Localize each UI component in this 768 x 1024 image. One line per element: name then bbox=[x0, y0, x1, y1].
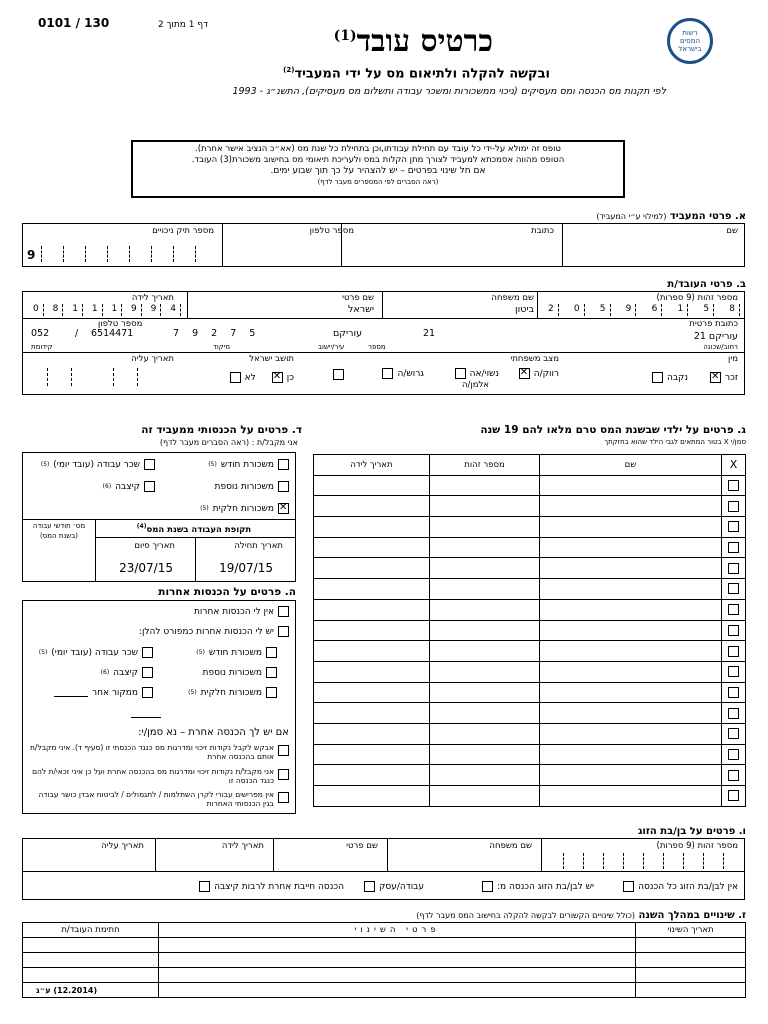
subtitle-note: (2) bbox=[283, 66, 295, 74]
kid-x-cell[interactable] bbox=[722, 496, 746, 517]
page-subtitle bbox=[283, 66, 550, 81]
kid-x-cell[interactable] bbox=[722, 641, 746, 662]
street-value[interactable]: עוריקם 21 bbox=[693, 331, 738, 342]
change-details-cell[interactable] bbox=[159, 938, 636, 953]
employee-details-box bbox=[22, 291, 745, 395]
kid-birth-cell[interactable] bbox=[314, 786, 430, 807]
kid-x-cell[interactable] bbox=[722, 620, 746, 641]
kid-id-cell[interactable] bbox=[430, 579, 540, 600]
table-row bbox=[314, 475, 746, 496]
kids-col-x: X bbox=[722, 455, 746, 476]
house-number[interactable]: 21 bbox=[423, 328, 436, 339]
section-c-title: ג. פרטים על ילדי שבשנת המס טרם מלאו להם 19 שנה bbox=[480, 424, 746, 436]
no-other-income-label: אין לי הכנסות אחרות bbox=[194, 606, 274, 617]
kid-name-cell[interactable] bbox=[540, 641, 722, 662]
spouse-box bbox=[22, 838, 745, 900]
kid-birth-cell[interactable] bbox=[314, 496, 430, 517]
house-number-label: מספר bbox=[368, 343, 386, 351]
phone-prefix[interactable]: 052 bbox=[31, 328, 50, 339]
h-pension-label: קיצבה bbox=[113, 667, 138, 678]
kid-birth-cell[interactable] bbox=[314, 723, 430, 744]
kid-id-cell[interactable] bbox=[430, 620, 540, 641]
birth-digit-4: 1 bbox=[88, 304, 103, 316]
h-wage-label: שכר עבודה (עובד יומי) bbox=[51, 647, 138, 658]
kid-id-cell[interactable] bbox=[430, 475, 540, 496]
kid-name-cell[interactable] bbox=[540, 620, 722, 641]
employer-name-label: שם bbox=[726, 226, 738, 236]
other-income-box: אין לי הכנסות אחרות יש לי הכנסות אחרות כמפורט להלן: משכורת חודש (5) משכורות נוספת משכורות חלקית (5) שכר עבודה (עובד יומי) (5) קיצבה (6) ממקור אחר אם יש לך הכנסה אחרת – נא סמן/י: אבקש לקבל נקודות זיכוי ומדרגות מס כנגד הכנסתי זו (סעיף ד). איני מקבל/ת אותם בהכנסה אחרת אני מקבל/ת נקודות זיכוי ומדרגות מס בהכנסה אחרת ועל כן איני זכאי/ת להם כנגד הכנסה זו אין מפרישים עבורי לקרן השתלמות / לתגמולים / לביטוח אבדן כושר עבודה בגין הכנסותי האחרות bbox=[22, 600, 296, 814]
kid-birth-cell[interactable] bbox=[314, 599, 430, 620]
kid-id-cell[interactable] bbox=[430, 641, 540, 662]
h-wage-checkbox[interactable] bbox=[142, 647, 153, 658]
female-checkbox[interactable] bbox=[652, 372, 663, 383]
kid-id-cell[interactable] bbox=[430, 661, 540, 682]
d-wage-checkbox[interactable] bbox=[144, 459, 155, 470]
employee-first-name[interactable]: ישראל bbox=[348, 304, 374, 315]
h-option3-label: אין מפרישים עבורי לקרן השתלמות / לתגמולים / לביטוח אבדן כושר עבודה בגין הכנסותי האחרות bbox=[38, 790, 274, 808]
spouse-no-income-checkbox[interactable] bbox=[623, 881, 634, 892]
kid-name-cell[interactable] bbox=[540, 703, 722, 724]
work-period-text: תקופת העבודה בשנת המס bbox=[146, 524, 252, 535]
income-employer-box: משכורת חודש (5) משכורות נוספת ✕ משכורות חלקית (5) שכר עבודה (עובד יומי) (5) קיצבה (6) תקופת העבודה בשנת המס$^{(4)}$ תאריך תחילה 19/07/15 תאריך סיום 23/07/15 מס׳ חודשי עבודה (בשנת המס) bbox=[22, 452, 296, 582]
spouse-other-checkbox[interactable] bbox=[199, 881, 210, 892]
d-additional-label: משכורות נוספת bbox=[214, 481, 274, 492]
has-other-income-label: יש לי הכנסות אחרות כמפורט להלן: bbox=[138, 626, 274, 637]
kid-checkbox[interactable] bbox=[728, 770, 739, 781]
change-sign-cell[interactable] bbox=[23, 968, 159, 983]
birth-digit-2: 9 bbox=[127, 304, 142, 316]
kid-checkbox[interactable] bbox=[728, 749, 739, 760]
h-option1-label: אבקש לקבל נקודות זיכוי ומדרגות מס כנגד הכנסתי זו (סעיף ד). איני מקבל/ת אותם בהכנסה אחרת bbox=[29, 743, 274, 761]
spouse-work-label: עבודה/עסק bbox=[379, 881, 424, 892]
kid-name-cell[interactable] bbox=[540, 475, 722, 496]
resident-no-checkbox[interactable] bbox=[230, 372, 241, 383]
table-row bbox=[314, 682, 746, 703]
kid-checkbox[interactable] bbox=[728, 790, 739, 801]
kids-col-name: שם bbox=[540, 455, 722, 476]
change-details-cell[interactable] bbox=[159, 983, 636, 998]
kid-checkbox[interactable] bbox=[728, 583, 739, 594]
phone-number[interactable]: 6514471 bbox=[91, 328, 134, 339]
change-sign-cell[interactable] bbox=[23, 953, 159, 968]
section-z-heading: ז. שינויים במהלך השנה bbox=[638, 910, 746, 921]
kid-id-cell[interactable] bbox=[430, 537, 540, 558]
changes-col-sign: חתימת העובד/ת bbox=[23, 923, 159, 938]
kid-x-cell[interactable] bbox=[722, 765, 746, 786]
zip-label: מיקוד bbox=[213, 343, 231, 351]
subtitle-text: ובקשה להקלה ולתיאום מס על ידי המעביד bbox=[294, 66, 550, 82]
tax-authority-logo bbox=[667, 18, 713, 64]
kid-name-cell[interactable] bbox=[540, 579, 722, 600]
page-info: דף 1 מתוך 2 bbox=[158, 20, 209, 30]
kid-x-cell[interactable] bbox=[722, 558, 746, 579]
h-option2-label: אני מקבל/ת נקודות זיכוי ומדרגות מס בהכנסה אחרת ועל כן איני זכאי/ת להם כנגד הכנסה זו bbox=[32, 767, 274, 785]
h-additional-checkbox[interactable] bbox=[266, 667, 277, 678]
work-months-label: מס׳ חודשי עבודה (בשנת המס) bbox=[32, 522, 86, 540]
kid-x-cell[interactable] bbox=[722, 599, 746, 620]
notice-box bbox=[131, 140, 625, 198]
table-row bbox=[23, 953, 746, 968]
notice-line-1: טופס זה ימולא על-ידי כל עובד עם תחילת עבודתו,וכן בתחילת כל שנת מס (אא״כ הנציב אישר אחרת). bbox=[195, 144, 561, 154]
kid-name-cell[interactable] bbox=[540, 744, 722, 765]
logo-text: רשות המסים בישראל bbox=[678, 29, 702, 53]
kid-checkbox[interactable] bbox=[728, 604, 739, 615]
kid-x-cell[interactable] bbox=[722, 703, 746, 724]
changes-col-date: תאריך השינוי bbox=[636, 923, 746, 938]
married-label: נשוי/אה bbox=[469, 368, 499, 379]
spouse-first-name-label: שם פרטי bbox=[346, 841, 378, 851]
resident-yes-checkbox[interactable] bbox=[272, 372, 283, 383]
kid-id-cell[interactable] bbox=[430, 558, 540, 579]
h-monthly-label: משכורת חודש bbox=[208, 647, 262, 658]
resident-label: תושב ישראל bbox=[249, 354, 294, 364]
kid-name-cell[interactable] bbox=[540, 661, 722, 682]
section-b-title: ב. פרטי העובד/ת bbox=[667, 279, 746, 290]
changes-col-details: פרטי השינוי bbox=[159, 923, 636, 938]
employee-birth-label: תאריך לידה bbox=[131, 293, 174, 303]
notice-line-3: אם חל שינוי בפרטים – יש להצהיר על כך תוך שבוע ימים. bbox=[270, 166, 486, 176]
d-pension-label: קיצבה bbox=[115, 481, 140, 492]
table-row bbox=[314, 786, 746, 807]
table-row bbox=[23, 983, 746, 998]
section-d-title: ד. פרטים על הכנסותי ממעביד זה bbox=[141, 424, 302, 436]
kid-x-cell[interactable] bbox=[722, 537, 746, 558]
id-digit-3: 6 bbox=[648, 304, 663, 316]
birth-digit-3: 1 bbox=[107, 304, 122, 316]
kid-x-cell[interactable] bbox=[722, 744, 746, 765]
kid-birth-cell[interactable] bbox=[314, 682, 430, 703]
spouse-has-income-label: יש לבן/בת הזוג הכנסה מ: bbox=[496, 881, 594, 892]
if-other-income-label: אם יש לך הכנסה אחרת – נא סמן/י: bbox=[138, 727, 289, 738]
single-checkbox[interactable] bbox=[519, 368, 530, 379]
change-date-cell[interactable] bbox=[636, 968, 746, 983]
h-partial-label: משכורות חלקית bbox=[200, 687, 262, 698]
id-digit-4: 9 bbox=[622, 304, 637, 316]
kid-x-cell[interactable] bbox=[722, 682, 746, 703]
kid-checkbox[interactable] bbox=[728, 728, 739, 739]
change-sign-cell[interactable] bbox=[23, 938, 159, 953]
aliya-label: תאריך עליה bbox=[131, 354, 174, 364]
kid-name-cell[interactable] bbox=[540, 496, 722, 517]
kid-id-cell[interactable] bbox=[430, 744, 540, 765]
phone-prefix-label: קידומת bbox=[31, 343, 53, 351]
d-wage-label: שכר עבודה (עובד יומי) bbox=[53, 459, 140, 470]
title-note: (1) bbox=[333, 28, 357, 44]
widowed-label: אלמן/ה bbox=[461, 380, 489, 390]
kid-birth-cell[interactable] bbox=[314, 558, 430, 579]
kid-birth-cell[interactable] bbox=[314, 537, 430, 558]
employer-details-box bbox=[22, 223, 745, 267]
employee-id-digits[interactable] bbox=[544, 304, 740, 316]
section-v-title: ו. פרטים על בן/בת הזוג bbox=[637, 826, 746, 837]
divorced-label: גרוש/ה bbox=[397, 368, 424, 379]
section-z-note: (כולל שינויים הקשורים לבקשה להקלה בחישוב המס מעבר לדף) bbox=[416, 911, 636, 920]
spouse-id-label: מספר זהות (9 ספרות) bbox=[656, 841, 738, 851]
change-details-cell[interactable] bbox=[159, 968, 636, 983]
zip-value[interactable]: 7 9 2 7 5 bbox=[173, 328, 261, 339]
d-partial-label: משכורות חלקית bbox=[212, 503, 274, 514]
table-row bbox=[314, 641, 746, 662]
table-row bbox=[314, 496, 746, 517]
page-title bbox=[334, 24, 493, 59]
kid-x-cell[interactable] bbox=[722, 723, 746, 744]
employee-first-name-label: שם פרטי bbox=[342, 293, 374, 303]
spouse-birth-label: תאריך לידה bbox=[221, 841, 264, 851]
employee-phone-label: מספר טלפון bbox=[98, 319, 143, 329]
employer-address-label: כתובת bbox=[531, 226, 554, 236]
title-text: כרטיס עובד bbox=[356, 24, 493, 59]
change-details-cell[interactable] bbox=[159, 953, 636, 968]
kid-checkbox[interactable] bbox=[728, 542, 739, 553]
table-row bbox=[314, 744, 746, 765]
kid-checkbox[interactable] bbox=[728, 563, 739, 574]
h-option1-checkbox[interactable] bbox=[278, 745, 289, 756]
section-z-title bbox=[416, 910, 746, 921]
employer-phone-label: מספר טלפון bbox=[309, 226, 354, 236]
section-d-note: אני מקבל/ת : (ראה הסברים מעבר לדף) bbox=[159, 438, 298, 447]
employer-name-field[interactable] bbox=[563, 236, 743, 264]
employee-last-name-label: שם משפחה bbox=[491, 293, 534, 303]
section-a-note: (למילוי ע״י המעביד) bbox=[596, 212, 667, 221]
kid-name-cell[interactable] bbox=[540, 558, 722, 579]
kid-birth-cell[interactable] bbox=[314, 703, 430, 724]
table-row bbox=[314, 703, 746, 724]
kid-name-cell[interactable] bbox=[540, 723, 722, 744]
female-label: נקבה bbox=[666, 372, 689, 383]
h-pension-checkbox[interactable] bbox=[142, 667, 153, 678]
work-period-title bbox=[99, 523, 289, 535]
table-row bbox=[314, 620, 746, 641]
resident-yes-label: כן bbox=[286, 372, 294, 383]
kid-checkbox[interactable] bbox=[728, 687, 739, 698]
h-other-source-label: ממקור אחר bbox=[92, 687, 138, 698]
spouse-no-income-label: אין לבן/בת הזוג כל הכנסה bbox=[638, 881, 738, 892]
divorced-checkbox[interactable] bbox=[382, 368, 393, 379]
marital-label: מצב משפחתי bbox=[510, 354, 559, 364]
id-digit-6: 0 bbox=[570, 304, 585, 316]
employer-address-field[interactable] bbox=[342, 236, 561, 264]
kids-col-id: מספר זהות bbox=[430, 455, 540, 476]
h-partial-checkbox[interactable] bbox=[266, 687, 277, 698]
spouse-work-checkbox[interactable] bbox=[364, 881, 375, 892]
has-other-income-checkbox[interactable] bbox=[278, 626, 289, 637]
resident-no-label: לא bbox=[244, 372, 256, 383]
table-row bbox=[314, 517, 746, 538]
city-value[interactable]: עוריקם bbox=[333, 328, 363, 339]
table-row bbox=[314, 599, 746, 620]
kid-id-cell[interactable] bbox=[430, 599, 540, 620]
private-address-label: כתובת פרטית bbox=[689, 319, 738, 329]
kid-birth-cell[interactable] bbox=[314, 641, 430, 662]
table-row bbox=[314, 723, 746, 744]
kid-id-cell[interactable] bbox=[430, 703, 540, 724]
end-date-label: תאריך סיום bbox=[134, 541, 175, 551]
spouse-aliya-label: תאריך עליה bbox=[101, 841, 144, 851]
kid-id-cell[interactable] bbox=[430, 723, 540, 744]
kid-birth-cell[interactable] bbox=[314, 661, 430, 682]
kid-checkbox[interactable] bbox=[728, 501, 739, 512]
kid-x-cell[interactable] bbox=[722, 475, 746, 496]
kid-id-cell[interactable] bbox=[430, 496, 540, 517]
form-number: 0101 / 130 bbox=[38, 16, 110, 30]
employer-file-digit: 9 bbox=[27, 248, 36, 262]
kid-birth-cell[interactable] bbox=[314, 475, 430, 496]
employee-last-name[interactable]: ביטון bbox=[515, 304, 534, 315]
gender-label: מין bbox=[728, 354, 738, 364]
other-marital-checkbox[interactable] bbox=[333, 369, 344, 380]
regulation-text: לפי תקנות מס הכנסה ומס מעסיקים (ניכוי ממשכורות ומשכר עבודה ותשלום מס מעסיקים), התשנ״ג - 1993 bbox=[232, 86, 666, 97]
table-row bbox=[23, 938, 746, 953]
table-row bbox=[314, 765, 746, 786]
id-digit-1: 5 bbox=[699, 304, 714, 316]
employer-file-label: מספר תיק ניכויים bbox=[152, 226, 214, 236]
phone-number-slash: / bbox=[75, 328, 79, 339]
changes-table bbox=[22, 922, 746, 998]
kid-checkbox[interactable] bbox=[728, 646, 739, 657]
city-label: עיר/יישוב bbox=[318, 343, 345, 351]
d-pension-checkbox[interactable] bbox=[144, 481, 155, 492]
table-row bbox=[314, 537, 746, 558]
notice-line-2: הטופס מהווה אסמכתא למעביד לצורך מתן הקלות במס ולעריכת תיאומי מס בחישוב משכורת(3) העובד. bbox=[191, 155, 565, 165]
kid-birth-cell[interactable] bbox=[314, 744, 430, 765]
d-partial-checkbox[interactable] bbox=[278, 503, 289, 514]
kid-name-cell[interactable] bbox=[540, 765, 722, 786]
h-monthly-checkbox[interactable] bbox=[266, 647, 277, 658]
kid-name-cell[interactable] bbox=[540, 537, 722, 558]
h-other-source-line[interactable] bbox=[54, 689, 88, 697]
table-row bbox=[23, 968, 746, 983]
start-date-label: תאריך תחילה bbox=[234, 541, 283, 551]
kid-name-cell[interactable] bbox=[540, 682, 722, 703]
birth-digit-1: 9 bbox=[147, 304, 162, 316]
spouse-last-name-label: שם משפחה bbox=[489, 841, 532, 851]
kid-checkbox[interactable] bbox=[728, 666, 739, 677]
kid-id-cell[interactable] bbox=[430, 517, 540, 538]
change-date-cell[interactable] bbox=[636, 983, 746, 998]
birth-digit-6: 8 bbox=[49, 304, 64, 316]
id-digit-0: 8 bbox=[725, 304, 740, 316]
d-additional-checkbox[interactable] bbox=[278, 481, 289, 492]
d-monthly-label: משכורת חודש bbox=[220, 459, 274, 470]
kid-name-cell[interactable] bbox=[540, 599, 722, 620]
table-row bbox=[314, 661, 746, 682]
spouse-other-label: הכנסה חייבת אחרת לרבות קיצבה bbox=[214, 881, 344, 892]
employee-birth-digits[interactable] bbox=[29, 304, 181, 316]
d-monthly-checkbox[interactable] bbox=[278, 459, 289, 470]
start-date-value[interactable]: 19/07/15 bbox=[219, 561, 273, 575]
id-digit-2: 1 bbox=[673, 304, 688, 316]
kid-id-cell[interactable] bbox=[430, 765, 540, 786]
kid-birth-cell[interactable] bbox=[314, 765, 430, 786]
end-date-value[interactable]: 23/07/15 bbox=[119, 561, 173, 575]
male-label: זכר bbox=[725, 372, 738, 383]
h-option3-checkbox[interactable] bbox=[278, 792, 289, 803]
kid-checkbox[interactable] bbox=[728, 625, 739, 636]
work-period-note: (4) bbox=[136, 523, 147, 530]
kid-checkbox[interactable] bbox=[728, 521, 739, 532]
kid-id-cell[interactable] bbox=[430, 682, 540, 703]
kid-birth-cell[interactable] bbox=[314, 517, 430, 538]
no-other-income-checkbox[interactable] bbox=[278, 606, 289, 617]
kid-x-cell[interactable] bbox=[722, 579, 746, 600]
h-additional-label: משכורות נוספת bbox=[202, 667, 262, 678]
spouse-has-income-checkbox[interactable] bbox=[482, 881, 493, 892]
notice-line-4: (ראה הסברים לפי המספרים מעבר לדף) bbox=[317, 178, 439, 186]
kid-x-cell[interactable] bbox=[722, 786, 746, 807]
married-checkbox[interactable] bbox=[455, 368, 466, 379]
kid-x-cell[interactable] bbox=[722, 661, 746, 682]
kid-name-cell[interactable] bbox=[540, 786, 722, 807]
street-label: רחוב/שכונה bbox=[703, 343, 738, 351]
kid-x-cell[interactable] bbox=[722, 517, 746, 538]
footer-code: (12.2014) ע״ג bbox=[36, 986, 98, 995]
section-h-title: ה. פרטים על הכנסות אחרות bbox=[158, 586, 296, 598]
id-digit-7: 2 bbox=[544, 304, 559, 316]
employer-phone-field[interactable] bbox=[223, 236, 340, 264]
kid-checkbox[interactable] bbox=[728, 708, 739, 719]
table-row bbox=[314, 558, 746, 579]
h-other-source-checkbox[interactable] bbox=[142, 687, 153, 698]
section-a-title bbox=[596, 211, 746, 222]
children-table bbox=[313, 454, 746, 807]
birth-digit-0: 4 bbox=[166, 304, 181, 316]
kid-name-cell[interactable] bbox=[540, 517, 722, 538]
change-date-cell[interactable] bbox=[636, 953, 746, 968]
kid-checkbox[interactable] bbox=[728, 480, 739, 491]
change-date-cell[interactable] bbox=[636, 938, 746, 953]
id-digit-5: 5 bbox=[596, 304, 611, 316]
table-row bbox=[314, 579, 746, 600]
section-c-note: סמן/י X בטור המתאים לגבי הילד שהוא בחזקתך bbox=[604, 438, 746, 446]
h-option2-checkbox[interactable] bbox=[278, 769, 289, 780]
kid-birth-cell[interactable] bbox=[314, 620, 430, 641]
male-checkbox[interactable] bbox=[710, 372, 721, 383]
kids-col-birth: תאריך לידה bbox=[314, 455, 430, 476]
birth-digit-7: 0 bbox=[29, 304, 44, 316]
kid-birth-cell[interactable] bbox=[314, 579, 430, 600]
single-label: רווק/ה bbox=[533, 368, 559, 379]
section-a-heading: א. פרטי המעביד bbox=[669, 211, 746, 222]
birth-digit-5: 1 bbox=[68, 304, 83, 316]
employee-id-label: מספר זהות (9 ספרות) bbox=[656, 293, 738, 303]
kid-id-cell[interactable] bbox=[430, 786, 540, 807]
